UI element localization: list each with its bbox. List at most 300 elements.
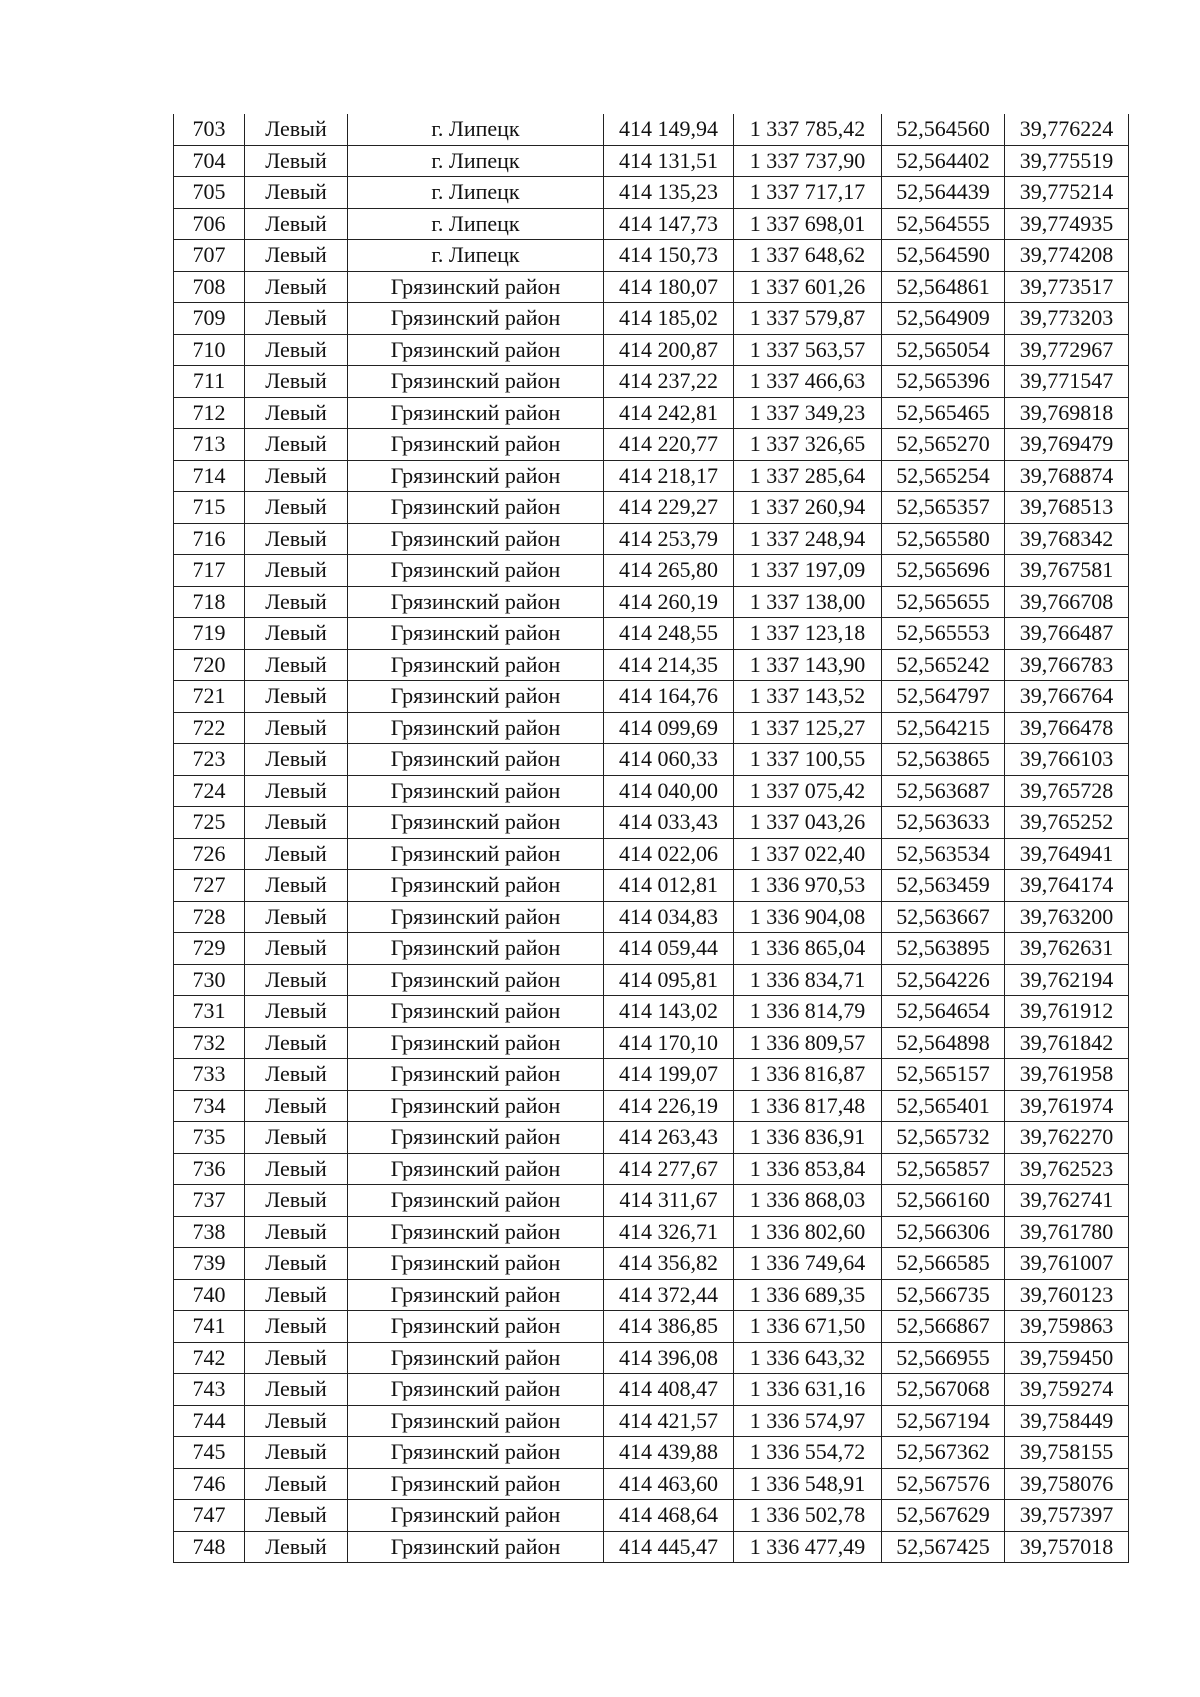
longitude-cell: 39,772967 [1005,334,1129,366]
coord-x-cell: 414 326,71 [604,1216,734,1248]
point-number-cell: 712 [174,397,245,429]
coord-y-cell: 1 337 043,26 [734,807,882,839]
district-cell: Грязинский район [348,1311,604,1343]
coord-y-cell: 1 337 125,27 [734,712,882,744]
coord-y-cell: 1 336 671,50 [734,1311,882,1343]
coord-x-cell: 414 200,87 [604,334,734,366]
point-number-cell: 722 [174,712,245,744]
bank-side-cell: Левый [245,460,348,492]
coord-y-cell: 1 336 817,48 [734,1090,882,1122]
table-row [174,334,1129,366]
coord-y-cell: 1 337 785,42 [734,114,882,145]
point-number-cell: 730 [174,964,245,996]
point-number-cell: 747 [174,1500,245,1532]
latitude-cell: 52,565254 [882,460,1005,492]
district-cell: Грязинский район [348,523,604,555]
point-number-cell: 734 [174,1090,245,1122]
latitude-cell: 52,564226 [882,964,1005,996]
coord-y-cell: 1 337 123,18 [734,618,882,650]
latitude-cell: 52,565857 [882,1153,1005,1185]
longitude-cell: 39,775519 [1005,145,1129,177]
district-cell: г. Липецк [348,240,604,272]
coord-y-cell: 1 337 326,65 [734,429,882,461]
longitude-cell: 39,762523 [1005,1153,1129,1185]
latitude-cell: 52,564402 [882,145,1005,177]
district-cell: Грязинский район [348,1248,604,1280]
point-number-cell: 741 [174,1311,245,1343]
latitude-cell: 52,564861 [882,271,1005,303]
latitude-cell: 52,566735 [882,1279,1005,1311]
point-number-cell: 738 [174,1216,245,1248]
table-row [174,271,1129,303]
latitude-cell: 52,565242 [882,649,1005,681]
district-cell: г. Липецк [348,177,604,209]
coord-x-cell: 414 095,81 [604,964,734,996]
coord-x-cell: 414 229,27 [604,492,734,524]
table-row [174,1405,1129,1437]
district-cell: Грязинский район [348,712,604,744]
coord-y-cell: 1 337 285,64 [734,460,882,492]
longitude-cell: 39,759274 [1005,1374,1129,1406]
district-cell: Грязинский район [348,1342,604,1374]
coord-y-cell: 1 336 477,49 [734,1531,882,1563]
district-cell: г. Липецк [348,114,604,145]
bank-side-cell: Левый [245,775,348,807]
latitude-cell: 52,565465 [882,397,1005,429]
latitude-cell: 52,564654 [882,996,1005,1028]
bank-side-cell: Левый [245,1500,348,1532]
latitude-cell: 52,564909 [882,303,1005,335]
latitude-cell: 52,566160 [882,1185,1005,1217]
bank-side-cell: Левый [245,1342,348,1374]
district-cell: Грязинский район [348,555,604,587]
coord-x-cell: 414 439,88 [604,1437,734,1469]
longitude-cell: 39,758076 [1005,1468,1129,1500]
coord-x-cell: 414 170,10 [604,1027,734,1059]
table-row [174,712,1129,744]
bank-side-cell: Левый [245,114,348,145]
point-number-cell: 724 [174,775,245,807]
district-cell: Грязинский район [348,744,604,776]
table-row [174,1185,1129,1217]
bank-side-cell: Левый [245,1437,348,1469]
point-number-cell: 729 [174,933,245,965]
coord-x-cell: 414 277,67 [604,1153,734,1185]
longitude-cell: 39,768342 [1005,523,1129,555]
longitude-cell: 39,774935 [1005,208,1129,240]
coord-x-cell: 414 150,73 [604,240,734,272]
longitude-cell: 39,757397 [1005,1500,1129,1532]
latitude-cell: 52,567576 [882,1468,1005,1500]
point-number-cell: 731 [174,996,245,1028]
coord-x-cell: 414 356,82 [604,1248,734,1280]
coord-y-cell: 1 336 904,08 [734,901,882,933]
coord-y-cell: 1 336 574,97 [734,1405,882,1437]
table-row [174,555,1129,587]
table-row [174,1279,1129,1311]
coord-x-cell: 414 180,07 [604,271,734,303]
district-cell: Грязинский район [348,303,604,335]
coord-y-cell: 1 336 834,71 [734,964,882,996]
coord-x-cell: 414 396,08 [604,1342,734,1374]
district-cell: Грязинский район [348,618,604,650]
district-cell: Грязинский район [348,492,604,524]
coord-y-cell: 1 336 970,53 [734,870,882,902]
coord-y-cell: 1 337 601,26 [734,271,882,303]
district-cell: Грязинский район [348,397,604,429]
district-cell: г. Липецк [348,208,604,240]
bank-side-cell: Левый [245,649,348,681]
district-cell: Грязинский район [348,838,604,870]
longitude-cell: 39,767581 [1005,555,1129,587]
table-row [174,933,1129,965]
table-row [174,1248,1129,1280]
coord-x-cell: 414 147,73 [604,208,734,240]
coord-y-cell: 1 337 579,87 [734,303,882,335]
latitude-cell: 52,567425 [882,1531,1005,1563]
latitude-cell: 52,563865 [882,744,1005,776]
point-number-cell: 704 [174,145,245,177]
bank-side-cell: Левый [245,1185,348,1217]
longitude-cell: 39,762741 [1005,1185,1129,1217]
bank-side-cell: Левый [245,1468,348,1500]
point-number-cell: 715 [174,492,245,524]
point-number-cell: 739 [174,1248,245,1280]
longitude-cell: 39,759450 [1005,1342,1129,1374]
latitude-cell: 52,565157 [882,1059,1005,1091]
latitude-cell: 52,564590 [882,240,1005,272]
longitude-cell: 39,765252 [1005,807,1129,839]
table-row [174,838,1129,870]
district-cell: Грязинский район [348,1216,604,1248]
longitude-cell: 39,761780 [1005,1216,1129,1248]
point-number-cell: 713 [174,429,245,461]
latitude-cell: 52,567362 [882,1437,1005,1469]
district-cell: Грязинский район [348,649,604,681]
district-cell: Грязинский район [348,460,604,492]
point-number-cell: 707 [174,240,245,272]
bank-side-cell: Левый [245,1216,348,1248]
coord-y-cell: 1 337 698,01 [734,208,882,240]
point-number-cell: 708 [174,271,245,303]
coord-x-cell: 414 099,69 [604,712,734,744]
coord-y-cell: 1 337 349,23 [734,397,882,429]
longitude-cell: 39,762270 [1005,1122,1129,1154]
longitude-cell: 39,768513 [1005,492,1129,524]
bank-side-cell: Левый [245,366,348,398]
district-cell: Грязинский район [348,334,604,366]
point-number-cell: 705 [174,177,245,209]
latitude-cell: 52,565401 [882,1090,1005,1122]
latitude-cell: 52,564560 [882,114,1005,145]
longitude-cell: 39,758449 [1005,1405,1129,1437]
point-number-cell: 721 [174,681,245,713]
point-number-cell: 744 [174,1405,245,1437]
coord-y-cell: 1 336 802,60 [734,1216,882,1248]
coord-y-cell: 1 337 466,63 [734,366,882,398]
point-number-cell: 728 [174,901,245,933]
coord-y-cell: 1 336 689,35 [734,1279,882,1311]
bank-side-cell: Левый [245,807,348,839]
coord-x-cell: 414 164,76 [604,681,734,713]
point-number-cell: 719 [174,618,245,650]
latitude-cell: 52,566306 [882,1216,1005,1248]
point-number-cell: 720 [174,649,245,681]
bank-side-cell: Левый [245,681,348,713]
bank-side-cell: Левый [245,996,348,1028]
coord-x-cell: 414 040,00 [604,775,734,807]
coord-y-cell: 1 337 138,00 [734,586,882,618]
coord-y-cell: 1 336 836,91 [734,1122,882,1154]
point-number-cell: 703 [174,114,245,145]
table-row [174,240,1129,272]
bank-side-cell: Левый [245,1027,348,1059]
bank-side-cell: Левый [245,870,348,902]
coord-x-cell: 414 242,81 [604,397,734,429]
bank-side-cell: Левый [245,744,348,776]
district-cell: Грязинский район [348,1405,604,1437]
coord-x-cell: 414 265,80 [604,555,734,587]
point-number-cell: 746 [174,1468,245,1500]
district-cell: Грязинский район [348,964,604,996]
coord-x-cell: 414 263,43 [604,1122,734,1154]
coord-x-cell: 414 185,02 [604,303,734,335]
bank-side-cell: Левый [245,1531,348,1563]
district-cell: Грязинский район [348,1437,604,1469]
table-body [174,114,1129,1563]
district-cell: Грязинский район [348,807,604,839]
coord-y-cell: 1 337 022,40 [734,838,882,870]
latitude-cell: 52,565396 [882,366,1005,398]
bank-side-cell: Левый [245,1090,348,1122]
point-number-cell: 727 [174,870,245,902]
bank-side-cell: Левый [245,429,348,461]
point-number-cell: 714 [174,460,245,492]
latitude-cell: 52,566955 [882,1342,1005,1374]
table-row [174,366,1129,398]
coordinates-table [173,114,1129,1563]
point-number-cell: 725 [174,807,245,839]
longitude-cell: 39,773203 [1005,303,1129,335]
coord-x-cell: 414 059,44 [604,933,734,965]
point-number-cell: 726 [174,838,245,870]
table-row [174,145,1129,177]
coord-y-cell: 1 336 643,32 [734,1342,882,1374]
bank-side-cell: Левый [245,334,348,366]
district-cell: Грязинский район [348,901,604,933]
longitude-cell: 39,766103 [1005,744,1129,776]
coord-y-cell: 1 336 809,57 [734,1027,882,1059]
bank-side-cell: Левый [245,208,348,240]
table-row [174,1500,1129,1532]
longitude-cell: 39,769818 [1005,397,1129,429]
longitude-cell: 39,766708 [1005,586,1129,618]
district-cell: Грязинский район [348,870,604,902]
bank-side-cell: Левый [245,492,348,524]
district-cell: Грязинский район [348,429,604,461]
bank-side-cell: Левый [245,1122,348,1154]
table-row [174,586,1129,618]
table-row [174,1342,1129,1374]
bank-side-cell: Левый [245,1153,348,1185]
latitude-cell: 52,567629 [882,1500,1005,1532]
table-row [174,1468,1129,1500]
longitude-cell: 39,764174 [1005,870,1129,902]
table-row [174,744,1129,776]
coord-x-cell: 414 463,60 [604,1468,734,1500]
latitude-cell: 52,567068 [882,1374,1005,1406]
coord-x-cell: 414 253,79 [604,523,734,555]
table-row [174,681,1129,713]
district-cell: Грязинский район [348,681,604,713]
coord-y-cell: 1 336 868,03 [734,1185,882,1217]
longitude-cell: 39,769479 [1005,429,1129,461]
coord-y-cell: 1 337 143,90 [734,649,882,681]
point-number-cell: 745 [174,1437,245,1469]
latitude-cell: 52,563633 [882,807,1005,839]
table-row [174,1531,1129,1563]
table-row [174,1090,1129,1122]
table-row [174,1153,1129,1185]
bank-side-cell: Левый [245,901,348,933]
table-row [174,460,1129,492]
table-row [174,964,1129,996]
table-row [174,114,1129,145]
point-number-cell: 736 [174,1153,245,1185]
table-row [174,523,1129,555]
bank-side-cell: Левый [245,712,348,744]
coord-x-cell: 414 218,17 [604,460,734,492]
coord-x-cell: 414 131,51 [604,145,734,177]
table-row [174,492,1129,524]
longitude-cell: 39,762194 [1005,964,1129,996]
table-row [174,429,1129,461]
district-cell: Грязинский район [348,1027,604,1059]
coord-y-cell: 1 337 143,52 [734,681,882,713]
district-cell: Грязинский район [348,933,604,965]
coord-x-cell: 414 445,47 [604,1531,734,1563]
longitude-cell: 39,759863 [1005,1311,1129,1343]
bank-side-cell: Левый [245,964,348,996]
table-row [174,1027,1129,1059]
bank-side-cell: Левый [245,1059,348,1091]
bank-side-cell: Левый [245,1248,348,1280]
district-cell: Грязинский район [348,1059,604,1091]
latitude-cell: 52,565580 [882,523,1005,555]
longitude-cell: 39,765728 [1005,775,1129,807]
coord-x-cell: 414 248,55 [604,618,734,650]
bank-side-cell: Левый [245,1311,348,1343]
latitude-cell: 52,567194 [882,1405,1005,1437]
district-cell: Грязинский район [348,1153,604,1185]
coord-x-cell: 414 149,94 [604,114,734,145]
district-cell: Грязинский район [348,1468,604,1500]
point-number-cell: 737 [174,1185,245,1217]
coord-x-cell: 414 372,44 [604,1279,734,1311]
longitude-cell: 39,766783 [1005,649,1129,681]
coord-x-cell: 414 408,47 [604,1374,734,1406]
longitude-cell: 39,763200 [1005,901,1129,933]
coord-y-cell: 1 337 100,55 [734,744,882,776]
point-number-cell: 716 [174,523,245,555]
coord-x-cell: 414 421,57 [604,1405,734,1437]
longitude-cell: 39,761912 [1005,996,1129,1028]
coord-x-cell: 414 033,43 [604,807,734,839]
point-number-cell: 723 [174,744,245,776]
coord-x-cell: 414 012,81 [604,870,734,902]
longitude-cell: 39,764941 [1005,838,1129,870]
coord-y-cell: 1 336 865,04 [734,933,882,965]
bank-side-cell: Левый [245,933,348,965]
latitude-cell: 52,566867 [882,1311,1005,1343]
longitude-cell: 39,773517 [1005,271,1129,303]
latitude-cell: 52,565655 [882,586,1005,618]
district-cell: Грязинский район [348,1122,604,1154]
district-cell: Грязинский район [348,1185,604,1217]
coord-y-cell: 1 337 075,42 [734,775,882,807]
district-cell: Грязинский район [348,1279,604,1311]
latitude-cell: 52,565696 [882,555,1005,587]
point-number-cell: 706 [174,208,245,240]
coord-y-cell: 1 337 717,17 [734,177,882,209]
longitude-cell: 39,761007 [1005,1248,1129,1280]
bank-side-cell: Левый [245,397,348,429]
longitude-cell: 39,761842 [1005,1027,1129,1059]
table-row [174,1311,1129,1343]
coord-y-cell: 1 337 260,94 [734,492,882,524]
table-row [174,901,1129,933]
coord-x-cell: 414 311,67 [604,1185,734,1217]
table-row [174,1059,1129,1091]
coord-x-cell: 414 214,35 [604,649,734,681]
point-number-cell: 733 [174,1059,245,1091]
table-row [174,208,1129,240]
bank-side-cell: Левый [245,586,348,618]
latitude-cell: 52,564439 [882,177,1005,209]
point-number-cell: 740 [174,1279,245,1311]
district-cell: Грязинский район [348,1531,604,1563]
coord-x-cell: 414 034,83 [604,901,734,933]
longitude-cell: 39,774208 [1005,240,1129,272]
table-row [174,177,1129,209]
table-row [174,618,1129,650]
bank-side-cell: Левый [245,1374,348,1406]
longitude-cell: 39,775214 [1005,177,1129,209]
coord-y-cell: 1 336 814,79 [734,996,882,1028]
district-cell: Грязинский район [348,1090,604,1122]
bank-side-cell: Левый [245,555,348,587]
bank-side-cell: Левый [245,177,348,209]
table-row [174,1122,1129,1154]
table-row [174,996,1129,1028]
coord-x-cell: 414 199,07 [604,1059,734,1091]
point-number-cell: 735 [174,1122,245,1154]
longitude-cell: 39,771547 [1005,366,1129,398]
district-cell: Грязинский район [348,271,604,303]
coord-x-cell: 414 135,23 [604,177,734,209]
latitude-cell: 52,566585 [882,1248,1005,1280]
latitude-cell: 52,563459 [882,870,1005,902]
latitude-cell: 52,563687 [882,775,1005,807]
latitude-cell: 52,565054 [882,334,1005,366]
coord-x-cell: 414 237,22 [604,366,734,398]
point-number-cell: 709 [174,303,245,335]
table-row [174,397,1129,429]
latitude-cell: 52,565553 [882,618,1005,650]
coord-y-cell: 1 336 548,91 [734,1468,882,1500]
table-row [174,870,1129,902]
coord-y-cell: 1 336 853,84 [734,1153,882,1185]
